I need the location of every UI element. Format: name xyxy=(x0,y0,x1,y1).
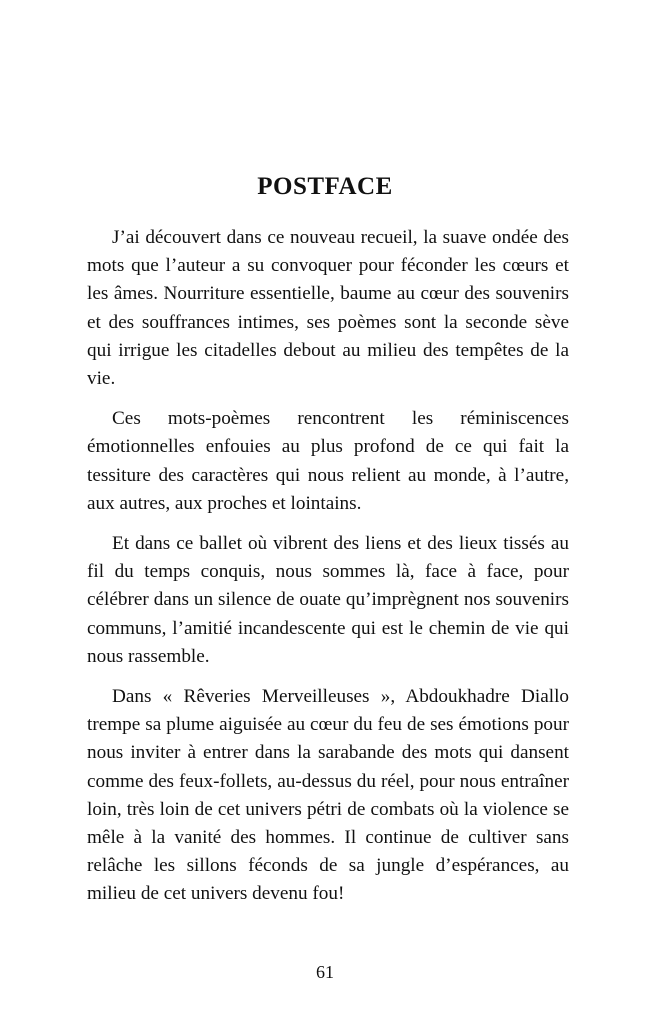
paragraph-3: Et dans ce ballet où vibrent des liens et des lieux tissés au fil du temps conquis, nous sommes là, face à face, pour célébrer dans un silence de ouate qu’imprègnent nos souvenirs communs, l’amitié incandescente qui est le chemin de vie qui nous rassemble. xyxy=(87,533,569,667)
postface-body xyxy=(87,224,569,921)
page-title: POSTFACE xyxy=(257,172,393,200)
paragraph-1: J’ai découvert dans ce nouveau recueil, la suave ondée des mots que l’auteur a su convoquer pour féconder les cœurs et les âmes. Nourriture essentielle, baume au cœur des souvenirs et des souffrances intimes, ses poèmes sont la seconde sève qui irrigue les citadelles debout au milieu des tempêtes de la vie. xyxy=(87,227,569,390)
paragraph-4: Dans « Rêveries Merveilleuses », Abdoukhadre Diallo trempe sa plume aiguisée au cœur du feu de ses émotions pour nous inviter à entrer dans la sarabande des mots qui dansent comme des feux-follets, au-dessus du réel, pour nous entraîner loin, très loin de cet univers pétri de combats où la violence se mêle à la vanité des hommes. Il continue de cultiver sans relâche les sillons féconds de sa jungle d’espérances, au milieu de cet univers devenu fou! xyxy=(87,686,569,905)
paragraph-2: Ces mots-poèmes rencontrent les réminiscences émotionnelles enfouies au plus profond de ce qui fait la tessiture des caractères qui nous relient au monde, à l’autre, aux autres, aux proches et lointains. xyxy=(87,408,569,514)
page-number: 61 xyxy=(316,962,334,982)
